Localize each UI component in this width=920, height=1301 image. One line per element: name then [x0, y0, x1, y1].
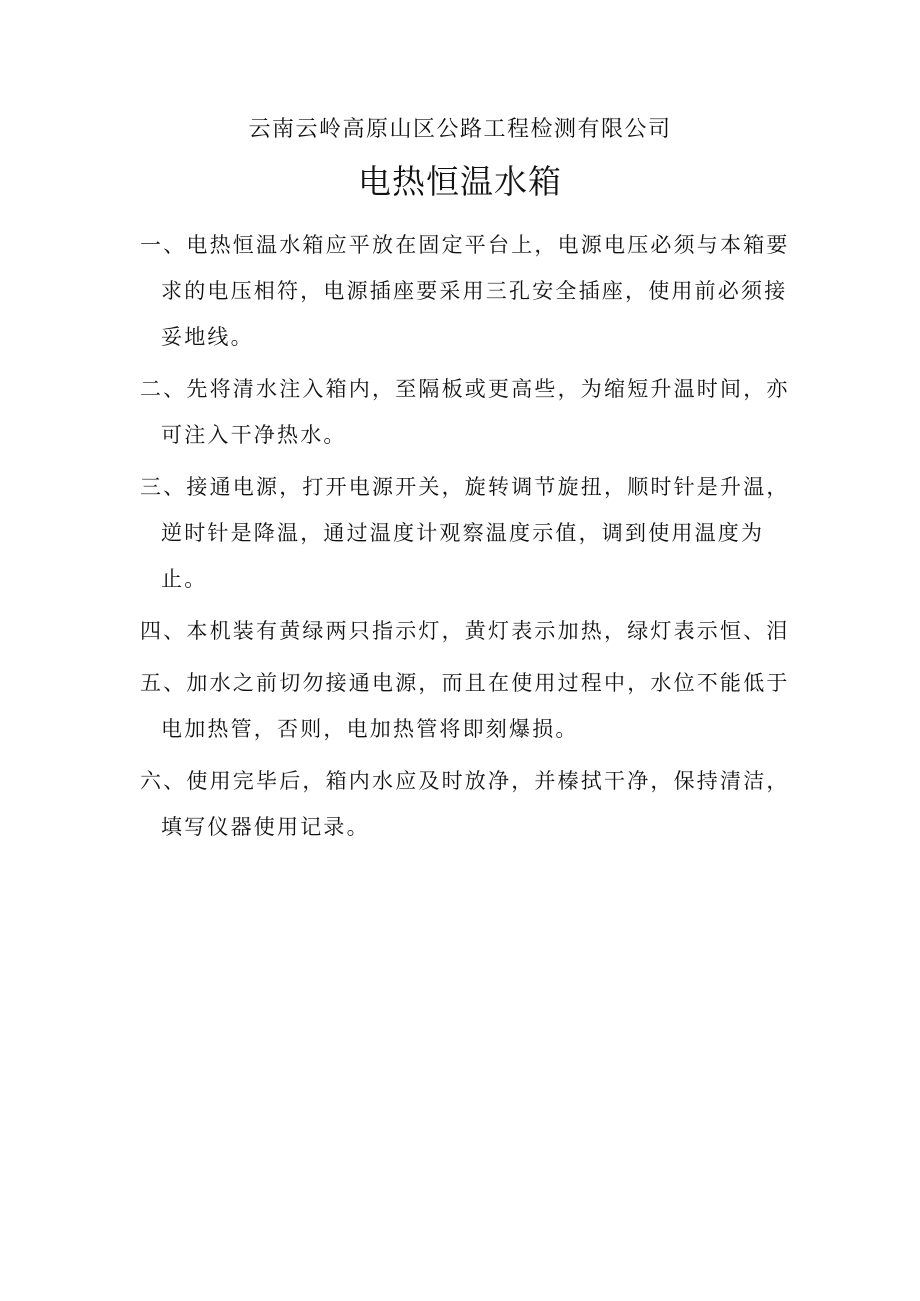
instruction-item-6: 六、使用完毕后，箱内水应及时放净，并榛拭干净，保持清洁，填写仪器使用记录。 — [140, 769, 790, 839]
instruction-item-2: 二、先将清水注入箱内，至隔板或更高些，为缩短升温时间，亦可注入干净热水。 — [140, 377, 790, 447]
instruction-item-1: 一、电热恒温水箱应平放在固定平台上，电源电压必须与本箱要求的电压相符，电源插座要采用三孔安全插座，使用前必须接妥地线。 — [140, 233, 790, 349]
instruction-item-3: 三、接通电源，打开电源开关，旋转调节旋扭，顺时针是升温，逆时针是降温，通过温度计观察温度示值，调到使用温度为止。 — [140, 475, 790, 591]
instruction-item-5: 五、加水之前切勿接通电源，而且在使用过程中，水位不能低于电加热管，否则，电加热管将即刻爆损。 — [140, 671, 790, 741]
instruction-item-4: 四、本机装有黄绿两只指示灯，黄灯表示加热，绿灯表示恒、泪 — [140, 619, 790, 643]
company-name: 云南云岭高原山区公路工程检测有限公司 — [248, 117, 672, 142]
document-title: 电热恒温水箱 — [358, 162, 562, 201]
instruction-list — [140, 222, 790, 856]
